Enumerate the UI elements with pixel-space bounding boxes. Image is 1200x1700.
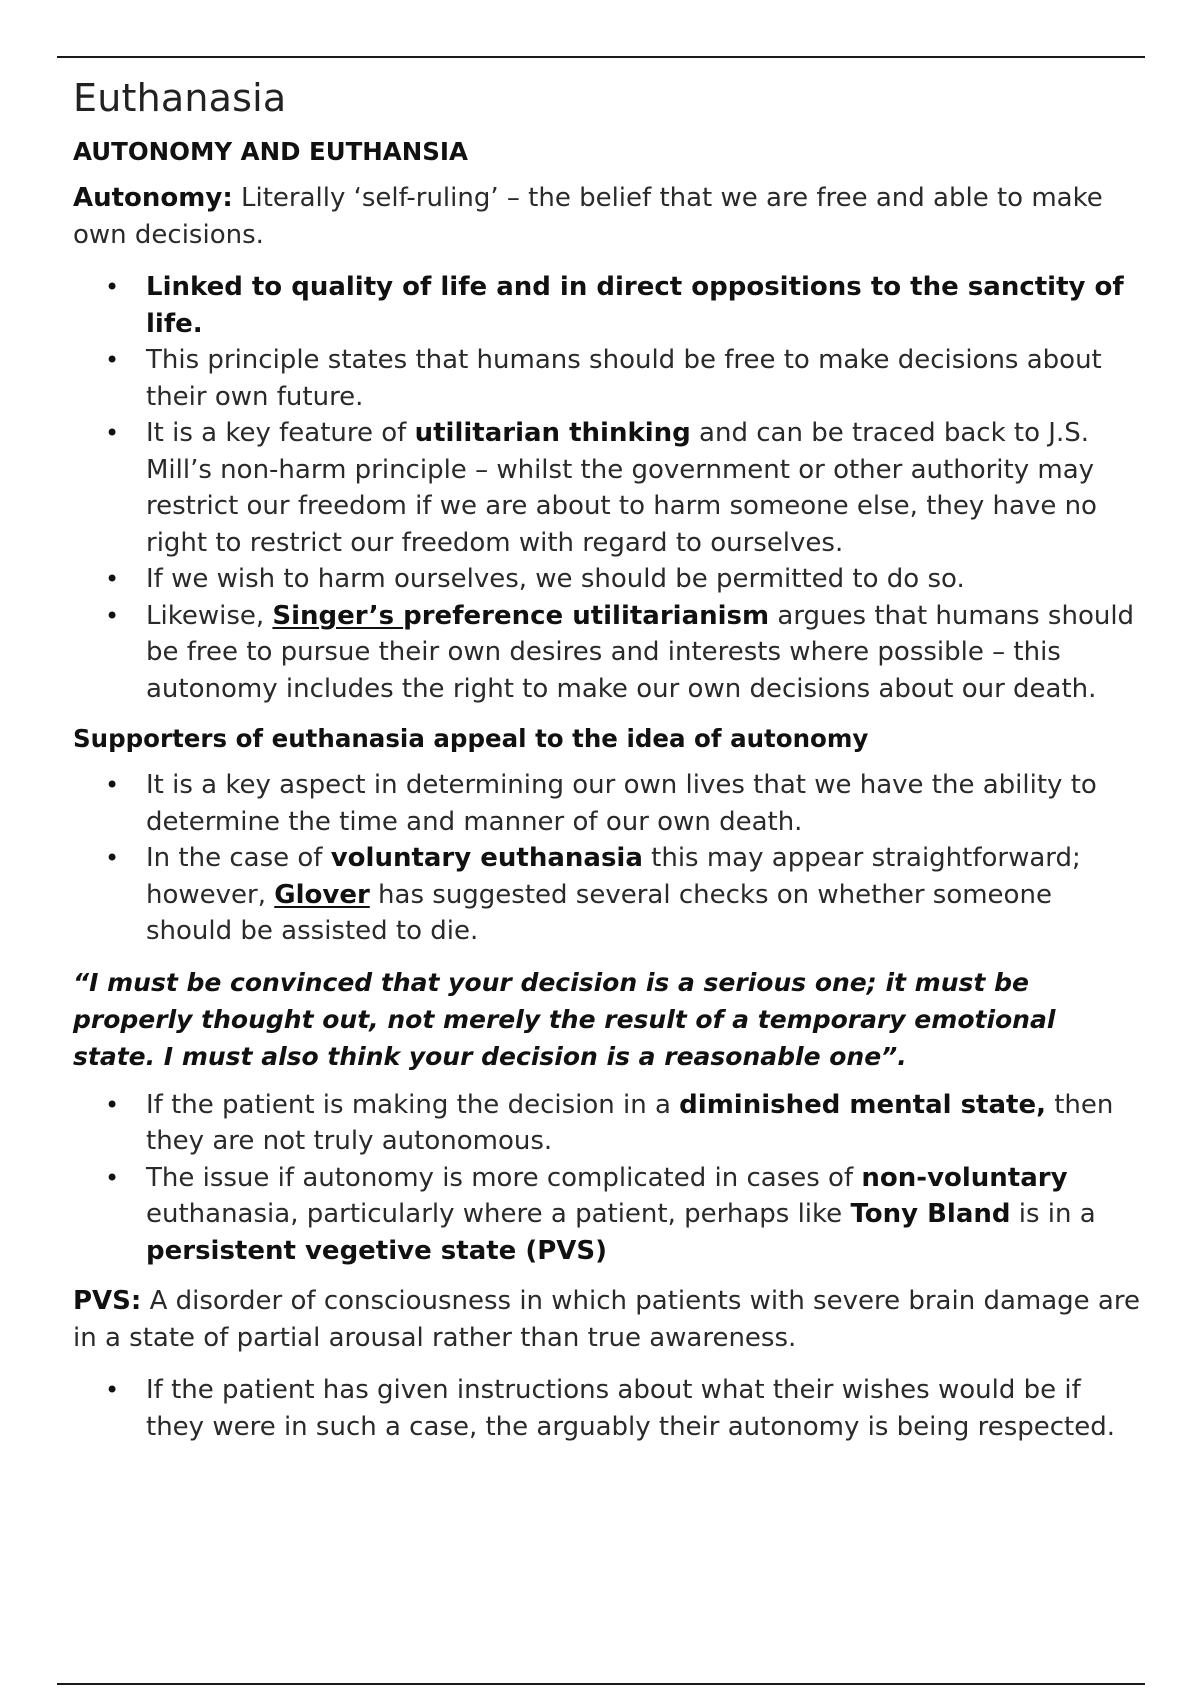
list-item (73, 1160, 1143, 1270)
text-run: has suggested several checks on whether someone should be assisted to die. (146, 879, 1052, 946)
autonomy-definition-text: Literally ‘self-ruling’ – the belief that we are free and able to make own decisions. (73, 183, 1103, 250)
text-run: this may appear straightforward; however, (146, 843, 1081, 910)
text-run: euthanasia, particularly where a patient, perhaps like (146, 1199, 851, 1229)
text-run: It is a key feature of (146, 418, 415, 448)
glover-reference: Glover (274, 879, 370, 910)
preference-utilitarianism-term: preference utilitarianism (403, 600, 770, 631)
list-item (73, 598, 1143, 708)
list-item (73, 840, 1143, 950)
bottom-rule (57, 1683, 1145, 1685)
list-item (73, 269, 1143, 342)
section-heading: AUTONOMY AND EUTHANSIA (73, 137, 468, 166)
singer-reference: Singer’s (272, 600, 404, 631)
top-rule (57, 56, 1145, 58)
list-item: • This principle states that humans should be free to make decisions about their own future. (73, 342, 1143, 415)
pvs-term: persistent vegetive state (PVS) (146, 1235, 608, 1266)
text-run: then they are not truly autonomous. (146, 1089, 1114, 1156)
pvs-definition (73, 1283, 1143, 1356)
text-run: argues that humans should be free to pursue their own desires and interests where possible – this autonomy includes the right to make our own decisions about our death. (146, 600, 1135, 704)
pvs-definition-term: PVS: (73, 1286, 142, 1316)
autonomy-term: Autonomy: (73, 183, 233, 213)
supporters-heading: Supporters of euthanasia appeal to the idea of autonomy (73, 724, 869, 753)
list-item (73, 1087, 1143, 1160)
pvs-definition-text: A disorder of consciousness in which patients with severe brain damage are in a state of partial arousal rather than true awareness. (73, 1286, 1140, 1353)
document-page (73, 70, 1143, 1459)
text-run: Likewise, (146, 600, 273, 631)
tony-bland-term: Tony Bland (850, 1199, 1011, 1229)
list-item: • If we wish to harm ourselves, we should be permitted to do so. (73, 561, 1143, 598)
list-item-bold: Linked to quality of life and in direct oppositions to the sanctity of life. (146, 272, 1124, 339)
text-run: is in a (1010, 1199, 1096, 1229)
instructions-bullet-list (73, 1372, 1143, 1445)
mental-state-bullet-list (73, 1087, 1143, 1270)
autonomy-definition (73, 180, 1143, 253)
voluntary-euthanasia-term: voluntary euthanasia (330, 843, 643, 873)
page-title: Euthanasia (73, 76, 287, 120)
utilitarian-thinking-term: utilitarian thinking (414, 418, 691, 448)
list-item (73, 415, 1143, 561)
autonomy-bullet-list (73, 269, 1143, 707)
list-item: • If the patient has given instructions about what their wishes would be if they were in such a case, the arguably their autonomy is being respected. (73, 1372, 1143, 1445)
supporters-bullet-list (73, 767, 1143, 950)
text-run: If the patient is making the decision in a (146, 1089, 680, 1120)
non-voluntary-term: non-voluntary (861, 1162, 1068, 1193)
text-run: and can be traced back to J.S. Mill’s non-harm principle – whilst the government or other authority may restrict our freedom if we are about to harm someone else, they have no right to restrict our freedom with regard to ourselves. (146, 418, 1097, 558)
list-item: • It is a key aspect in determining our own lives that we have the ability to determine the time and manner of our own death. (73, 767, 1143, 840)
text-run: The issue if autonomy is more complicated in cases of (146, 1162, 862, 1193)
diminished-mental-state-term: diminished mental state, (679, 1089, 1046, 1120)
glover-quote: “I must be convinced that your decision is a serious one; it must be properly thought out, not merely the result of a temporary emotional state. I must also think your decision is a reasonable one”. (73, 967, 1056, 1071)
text-run: In the case of (146, 843, 331, 873)
